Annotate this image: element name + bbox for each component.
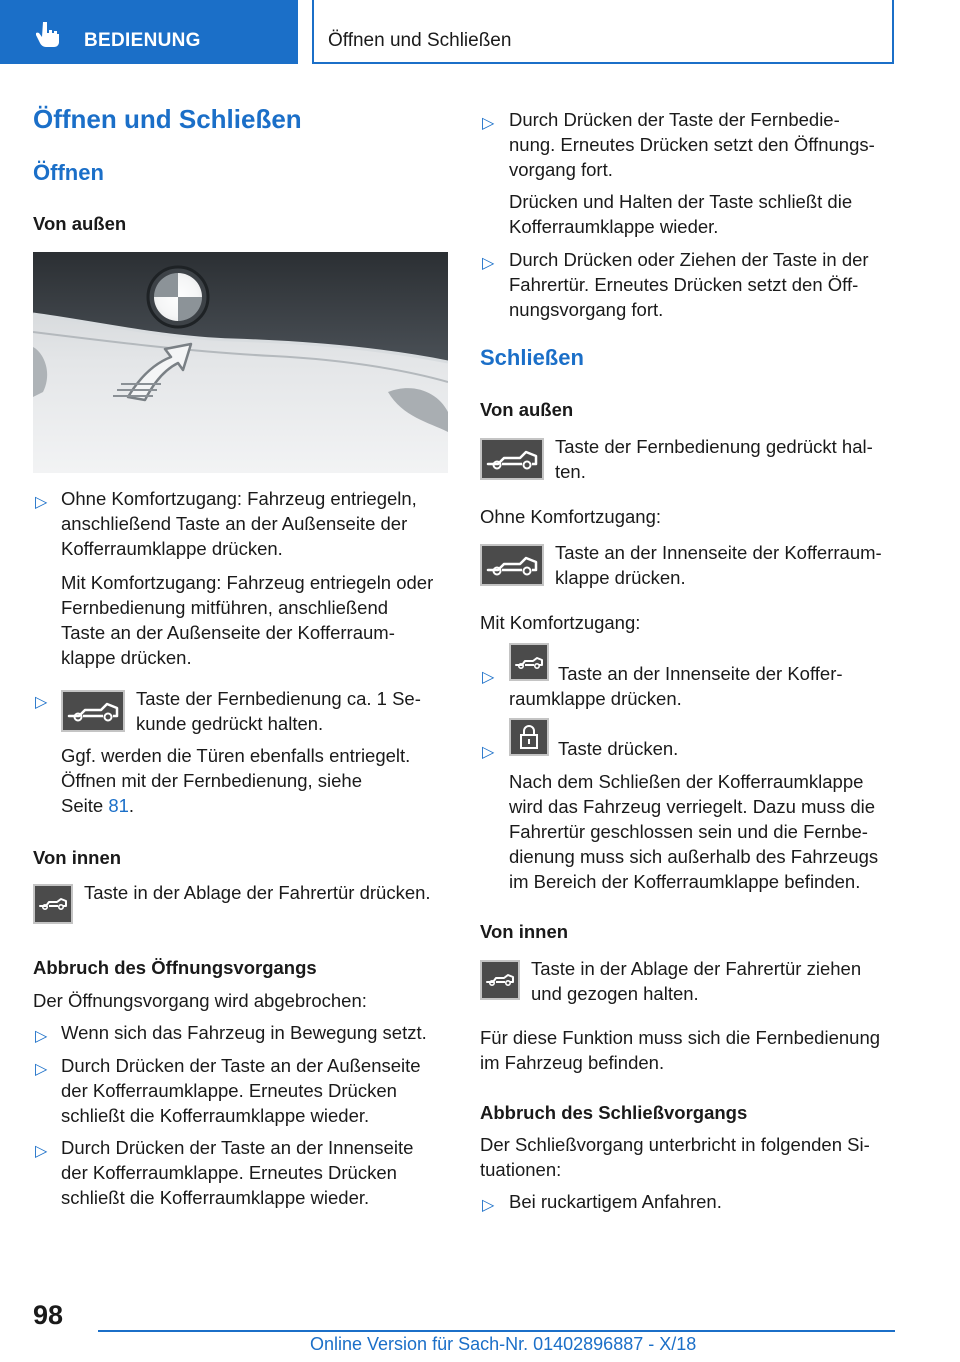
bullet-text: Mit Komfortzugang: Fahrzeug entriegeln oder	[61, 572, 434, 593]
bullet-text: Durch Drücken oder Ziehen der Taste in der	[509, 249, 869, 270]
bullet-text: dienung muss sich außerhalb des Fahrzeugs	[509, 846, 879, 867]
bullet-text: Durch Drücken der Taste an der Außenseite	[61, 1055, 421, 1076]
car-trunk-icon	[33, 884, 73, 924]
bullet-triangle-icon: ▷	[35, 1028, 48, 1045]
car-trunk-icon	[480, 438, 544, 480]
bullet-text: Taste der Fernbedienung ca. 1 Se-	[136, 688, 421, 709]
page-number: 98	[33, 1300, 64, 1330]
instruction-text: ten.	[555, 461, 586, 482]
page-link[interactable]: 81	[108, 795, 129, 816]
bullet-text: nung. Erneutes Drücken setzt den Öffnungs-	[509, 134, 875, 155]
bullet-triangle-icon: ▷	[35, 694, 48, 711]
paragraph: Mit Komfortzugang:	[480, 612, 641, 633]
chapter-title: Öffnen und Schließen	[328, 30, 512, 51]
bullet-text: schließt die Kofferraumklappe wieder.	[61, 1187, 370, 1208]
bullet-text: Ggf. werden die Türen ebenfalls entriegelt.	[61, 745, 411, 766]
paragraph: tuationen:	[480, 1159, 562, 1180]
instruction-text: Taste in der Ablage der Fahrertür drücken.	[84, 882, 431, 903]
bullet-text: Fahrertür geschlossen sein und die Fernbe-	[509, 821, 868, 842]
bullet-text: wird das Fahrzeug verriegelt. Dazu muss die	[509, 796, 876, 817]
bullet-text: im Bereich der Kofferraumklappe befinden.	[509, 871, 861, 892]
lock-icon	[509, 718, 549, 756]
section-tab[interactable]	[0, 0, 298, 64]
chapter-header	[312, 0, 894, 64]
bullet-text: Durch Drücken der Taste der Fernbedie-	[509, 109, 840, 130]
bullet-text: klappe drücken.	[61, 647, 192, 668]
bullet-triangle-icon: ▷	[482, 1197, 495, 1214]
bullet-text: Kofferraumklappe wieder.	[509, 216, 719, 237]
bullet-text: Bei ruckartigem Anfahren.	[509, 1191, 722, 1212]
instruction-text: Taste in der Ablage der Fahrertür ziehen	[531, 958, 862, 979]
footer-divider	[98, 1330, 895, 1332]
heading-von-aussen: Von außen	[480, 399, 574, 420]
bullet-triangle-icon: ▷	[482, 255, 495, 272]
bullet-text: nungsvorgang fort.	[509, 299, 664, 320]
bullet-text: Fernbedienung mitführen, anschließend	[61, 597, 389, 618]
bullet-text: der Kofferraumklappe. Erneutes Drücken	[61, 1080, 397, 1101]
paragraph: im Fahrzeug befinden.	[480, 1052, 665, 1073]
page-title: Öffnen und Schließen	[33, 104, 302, 134]
bullet-triangle-icon: ▷	[35, 494, 48, 511]
page-reference	[61, 793, 134, 818]
bullet-triangle-icon: ▷	[35, 1143, 48, 1160]
section-tab-label: BEDIENUNG	[84, 30, 201, 51]
car-trunk-icon	[480, 544, 544, 586]
bullet-triangle-icon: ▷	[35, 1061, 48, 1078]
bullet-text: raumklappe drücken.	[509, 688, 682, 709]
footer-online-version: Online Version für Sach-Nr. 01402896887 - X/18	[310, 1334, 697, 1354]
bullet-triangle-icon: ▷	[482, 115, 495, 132]
paragraph: Der Öffnungsvorgang wird abgebrochen:	[33, 990, 367, 1011]
bullet-text: Kofferraumklappe drücken.	[61, 538, 283, 559]
bullet-text: Ohne Komfortzugang: Fahrzeug entriegeln,	[61, 488, 417, 509]
bullet-text: anschließend Taste an der Außenseite der	[61, 513, 408, 534]
bullet-text: schließt die Kofferraumklappe wieder.	[61, 1105, 370, 1126]
instruction-text: Taste der Fernbedienung gedrückt hal-	[555, 436, 873, 457]
heading-schliessen: Schließen	[480, 345, 584, 370]
page-ref-label: Seite	[61, 795, 104, 816]
heading-von-innen: Von innen	[480, 921, 569, 942]
bullet-text: Wenn sich das Fahrzeug in Bewegung setzt.	[61, 1022, 427, 1043]
paragraph: Für diese Funktion muss sich die Fernbedienung	[480, 1027, 881, 1048]
heading-oeffnen: Öffnen	[33, 160, 104, 185]
period: .	[128, 795, 135, 816]
bullet-text: Nach dem Schließen der Kofferraumklappe	[509, 771, 864, 792]
bullet-text: Taste drücken.	[558, 738, 679, 759]
heading-von-innen: Von innen	[33, 847, 122, 868]
car-trunk-icon	[480, 960, 520, 1000]
heading-abbruch: Abbruch des Schließvorgangs	[480, 1102, 748, 1123]
paragraph: Ohne Komfortzugang:	[480, 506, 661, 527]
trunk-button-illustration	[33, 252, 448, 473]
bullet-text: Taste an der Außenseite der Kofferraum-	[61, 622, 395, 643]
paragraph: Der Schließvorgang unterbricht in folgenden Si-	[480, 1134, 870, 1155]
bullet-text: Öffnen mit der Fernbedienung, siehe	[61, 770, 362, 791]
bullet-text: der Kofferraumklappe. Erneutes Drücken	[61, 1162, 397, 1183]
heading-abbruch: Abbruch des Öffnungsvorgangs	[33, 957, 317, 978]
bullet-text: Durch Drücken der Taste an der Innenseite	[61, 1137, 414, 1158]
instruction-text: Taste an der Innenseite der Kofferraum-	[555, 542, 882, 563]
bullet-text: vorgang fort.	[509, 159, 613, 180]
bullet-triangle-icon: ▷	[482, 669, 495, 686]
heading-von-aussen: Von außen	[33, 213, 127, 234]
car-trunk-icon	[61, 690, 125, 732]
instruction-text: klappe drücken.	[555, 567, 686, 588]
hand-pointer-icon	[36, 20, 62, 48]
bullet-text: Fahrertür. Erneutes Drücken setzt den Öff-	[509, 274, 859, 295]
bullet-text: Taste an der Innenseite der Koffer-	[558, 663, 843, 684]
bullet-triangle-icon: ▷	[482, 744, 495, 761]
instruction-text: und gezogen halten.	[531, 983, 699, 1004]
car-trunk-icon	[509, 643, 549, 681]
bullet-text: Drücken und Halten der Taste schließt die	[509, 191, 853, 212]
bullet-text: kunde gedrückt halten.	[136, 713, 324, 734]
